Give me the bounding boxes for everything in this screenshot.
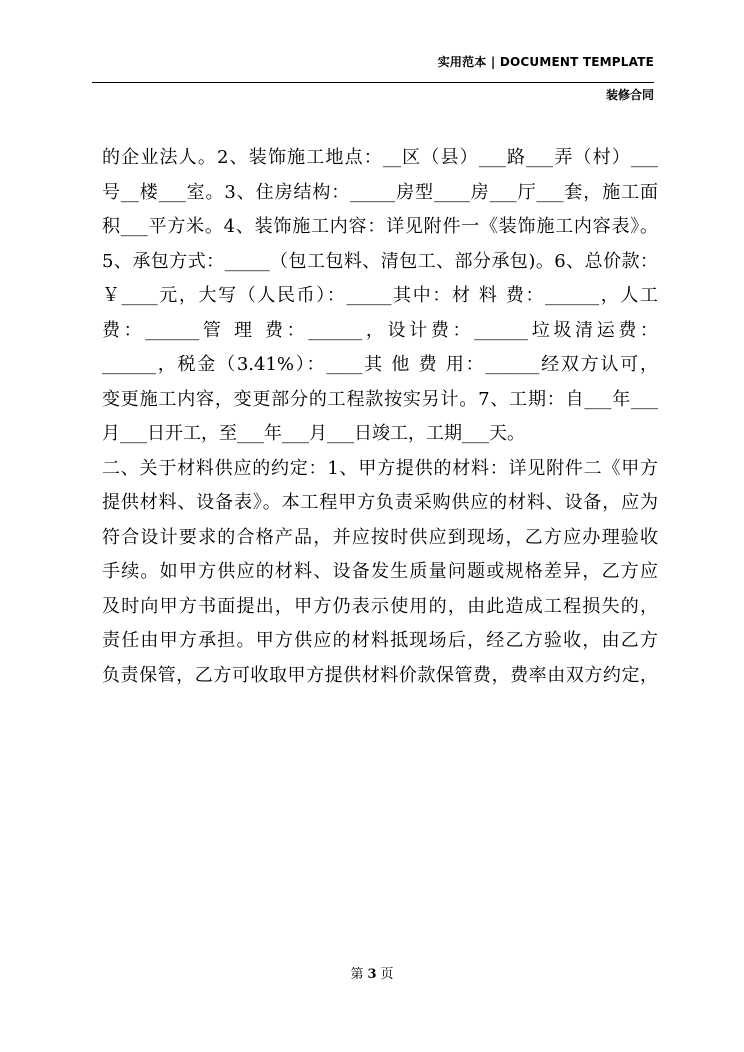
header-subtitle: 装修合同 (605, 88, 654, 102)
page-number: 3 (367, 967, 377, 982)
body-line: 积___平方米。4、装饰施工内容：详见附件一《装饰施工内容表》。 (102, 216, 658, 237)
page-suffix: 页 (380, 967, 394, 982)
body-line: 二、关于材料供应的约定：1、甲方提供的材料：详见附件二《甲方 (102, 457, 658, 479)
body-line: 的企业法人。2、装饰施工地点：__区（县）___路___弄（村）___ (102, 147, 658, 168)
body-line: 负责保管，乙方可收取甲方提供材料价款保管费，费率由双方约定， (102, 664, 658, 686)
body-line: ______，税金（3.41%）：____其 他 费 用：______经双方认可， (102, 354, 658, 375)
page-prefix: 第 (350, 967, 364, 982)
header-title: 实用范本 | DOCUMENT TEMPLATE (437, 55, 654, 69)
body-line: 符合设计要求的合格产品，并应按时供应到现场，乙方应办理验收 (102, 526, 658, 548)
body-line: 及时向甲方书面提出，甲方仍表示使用的，由此造成工程损失的， (102, 595, 658, 617)
header-divider (92, 82, 654, 83)
body-line: 提供材料、设备表》。本工程甲方负责采购供应的材料、设备，应为 (102, 492, 658, 513)
page-footer (0, 963, 744, 982)
body-line: 手续。如甲方供应的材料、设备发生质量问题或规格差异，乙方应 (102, 561, 658, 582)
body-line: 费：______管 理 费：______，设计费：______垃圾清运费： (102, 319, 658, 341)
document-body (102, 141, 658, 693)
body-line: 5、承包方式：_____（包工包料、清包工、部分承包)。6、总价款： (102, 250, 658, 272)
body-line: 责任由甲方承担。甲方供应的材料抵现场后，经乙方验收，由乙方 (102, 630, 658, 651)
body-line: ￥____元，大写（人民币）：_____其中：材 料 费：______，人工 (102, 285, 658, 306)
body-line: 变更施工内容，变更部分的工程款按实另计。7、工期：自___年___ (102, 388, 658, 410)
body-line: 号__楼___室。3、住房结构：_____房型____房___厅___套，施工面 (102, 181, 658, 203)
body-line: 月___日开工，至___年___月___日竣工，工期___天。 (102, 423, 525, 444)
